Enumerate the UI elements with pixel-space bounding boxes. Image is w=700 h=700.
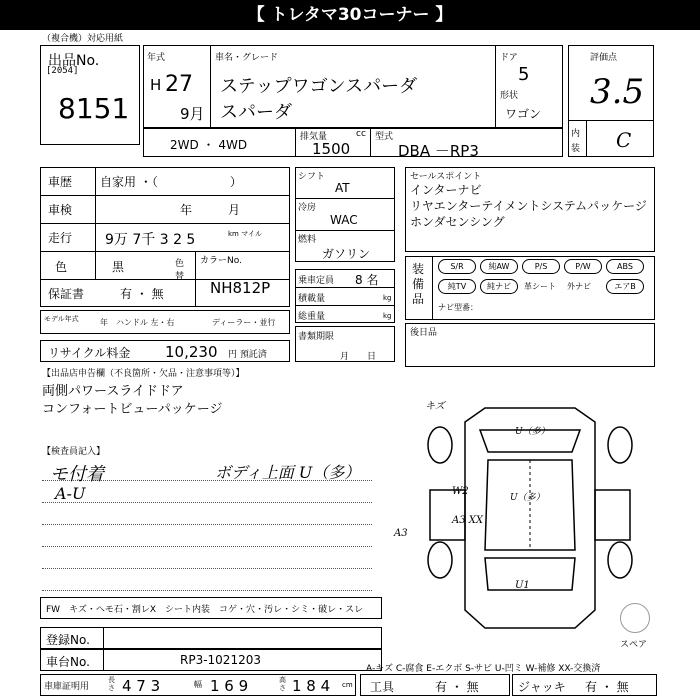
color-no-value: NH812P	[210, 279, 271, 297]
cert-length-value: 4 7 3	[122, 677, 161, 695]
sales-point-3: ホンダセンシング	[410, 215, 505, 229]
fuel-label: 燃料	[298, 235, 317, 245]
capacity-label: 乗車定員	[298, 276, 335, 286]
equip-pw: P/W	[564, 259, 602, 274]
color-no-label: カラーNo.	[200, 256, 242, 266]
displacement-unit: cc	[356, 129, 366, 139]
navi-label: ナビ型番：	[438, 303, 478, 312]
inspector-note-3: ボディ上面 U（多）	[215, 463, 361, 482]
year-label: 年式	[147, 53, 166, 63]
score-label: 評価点	[590, 53, 618, 63]
inspector-label: 【検査員記入】	[42, 447, 106, 457]
equip-ps: P/S	[522, 259, 560, 274]
color-change-label: 色替	[175, 259, 185, 282]
tools-value: 有 ・ 無	[435, 680, 479, 694]
sales-point-2: リヤエンターテイメントシステムパッケージ	[410, 199, 647, 213]
inspection-value: 年 月	[180, 203, 241, 217]
cert-width-label: 幅	[194, 680, 202, 689]
dealer-label: ディーラー・並行	[212, 318, 276, 327]
fuel-value: ガソリン	[322, 247, 371, 261]
damage-legend: A-キズ C-腐食 E-エクボ S-サビ U-凹ミ W-補修 XX-交換済	[366, 664, 601, 674]
shift-label: シフト	[298, 172, 326, 182]
interior-label-1: 内	[571, 129, 581, 139]
sales-label: セールスポイント	[410, 172, 482, 182]
diagram-mark-4: U（多）	[510, 493, 545, 503]
doors-value: 5	[518, 64, 530, 85]
color-label: 色	[55, 260, 68, 274]
afterday-box	[405, 323, 655, 367]
mileage-value: 9万 7千 3 2 5	[105, 232, 196, 248]
declaration-label: 【出品店申告欄（不良箇所・欠品・注意事項等）】	[42, 369, 245, 379]
diagram-mark-7: U1	[515, 580, 530, 591]
warranty-value: 有 ・ 無	[120, 287, 164, 301]
history-label: 車歴	[48, 175, 73, 189]
lot-label: 出品No.	[48, 53, 100, 69]
registration-value: 月 日	[340, 352, 377, 362]
drive-label: 2WD ・ 4WD	[170, 138, 248, 152]
interior-value: C	[616, 128, 632, 152]
inspection-label: 車検	[48, 203, 73, 217]
type-label: 型式	[375, 132, 394, 142]
registration-label: 書類期限	[298, 332, 335, 342]
capacity-value: 8 名	[355, 273, 379, 287]
model-year-value: 年 ハンドル 左・右	[100, 318, 175, 327]
equip-sr: S/R	[438, 259, 476, 274]
equip-leather: 革シート	[524, 282, 556, 291]
shape-label: 形状	[500, 91, 519, 101]
cert-height-label: 高さ	[279, 676, 286, 692]
lot-code: [2054]	[46, 66, 79, 76]
cert-height-value: 1 8 4	[292, 677, 331, 695]
year-era: H	[150, 76, 162, 94]
equip-airbag: エアB	[606, 279, 644, 294]
inspector-note-1: モ付着	[50, 464, 104, 485]
warranty-label: 保証書	[48, 287, 85, 301]
inspector-note-2: A-U	[55, 484, 86, 503]
jack-label: ジャッキ	[518, 680, 566, 694]
recycle-label: リサイクル料金	[48, 346, 131, 360]
month-value: 9月	[180, 105, 205, 123]
equip-tv: 純TV	[438, 279, 476, 294]
cert-length-label: 長さ	[108, 676, 115, 692]
load-unit: kg	[383, 294, 392, 302]
sales-point-1: インターナビ	[410, 183, 482, 197]
shape-value: ワゴン	[505, 107, 542, 121]
sheet-subtitle: （複合機）対応用紙	[42, 34, 124, 44]
spare-label: スペア	[620, 640, 648, 650]
ac-value: WAC	[330, 213, 358, 227]
model-year-label: モデル年式	[44, 315, 79, 323]
interior-label-2: 装	[571, 144, 581, 154]
diagram-mark-6: A3	[394, 528, 408, 539]
model-label: 車名・グレード	[215, 53, 279, 63]
history-value: 自家用 ・（ ）	[100, 175, 242, 189]
cert-unit: cm	[342, 681, 353, 689]
equip-navi: 純ナビ	[480, 279, 518, 294]
equip-label: 装備品	[412, 262, 425, 306]
cert-label: 車庫証明用	[44, 682, 90, 692]
mileage-label: 走行	[48, 231, 73, 245]
diagram-mark-1: キズ	[425, 401, 445, 412]
year-value: 27	[165, 72, 193, 97]
color-value: 黒	[112, 260, 125, 274]
page-title: 【 トレタマ30コーナー 】	[0, 0, 700, 30]
doors-label: ドア	[500, 53, 518, 63]
weight-label: 総重量	[298, 312, 326, 322]
model-grade: スパーダ	[220, 102, 292, 123]
reg-no-label: 登録No.	[46, 633, 90, 647]
reg-no-row	[40, 627, 382, 649]
weight-unit: kg	[383, 312, 392, 320]
shift-value: AT	[335, 181, 350, 195]
spare-tire-icon	[620, 603, 650, 633]
load-label: 積載量	[298, 294, 326, 304]
equip-abs: ABS	[606, 259, 644, 274]
lot-number: 8151	[58, 92, 130, 125]
recycle-value: 10,230	[165, 343, 218, 361]
defects-text: FW キズ・ヘモ石・割レX シート内装 コゲ・穴・汚レ・シミ・破レ・スレ	[46, 605, 364, 615]
declaration-line-2: コンフォートビューパッケージ	[42, 402, 223, 417]
model-name: ステップワゴンスパーダ	[220, 76, 418, 97]
tools-label: 工具	[370, 680, 395, 694]
mileage-unit: km マイル	[228, 230, 262, 238]
equip-ext-navi: 外ナビ	[567, 282, 591, 291]
declaration-line-1: 両側パワースライドドア	[42, 384, 184, 399]
equip-alloy: 純AW	[480, 259, 518, 274]
jack-value: 有 ・ 無	[585, 680, 629, 694]
type-value: DBA －RP3	[398, 142, 479, 160]
ac-label: 冷房	[298, 203, 317, 213]
displacement-label: 排気量	[300, 132, 328, 142]
displacement-value: 1500	[312, 140, 351, 158]
diagram-mark-2: U（多）	[515, 427, 550, 437]
score-value: 3.5	[590, 72, 645, 112]
diagram-mark-3: W2	[452, 486, 469, 497]
chassis-label: 車台No.	[46, 655, 90, 669]
afterday-label: 後日品	[410, 328, 438, 338]
cert-width-value: 1 6 9	[210, 677, 249, 695]
recycle-unit: 円 預託済	[228, 350, 267, 360]
chassis-value: RP3-1021203	[180, 653, 261, 667]
diagram-mark-5: A3 XX	[452, 515, 484, 526]
